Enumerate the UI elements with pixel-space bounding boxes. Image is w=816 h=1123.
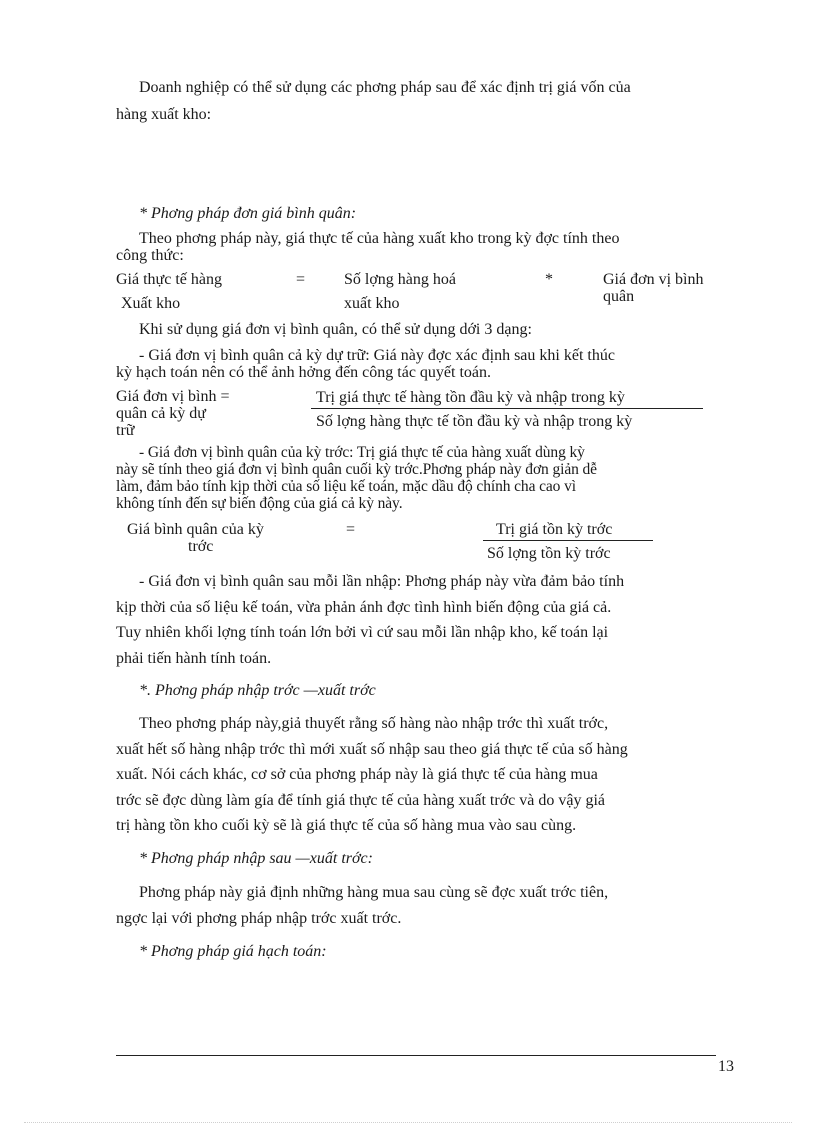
paragraph-line: Tuy nhiên khối lợng tính toán lớn bởi vì cứ sau mỗi lần nhập kho, kế toán lại <box>116 624 609 641</box>
formula-left-term: trữ <box>116 422 135 439</box>
paragraph-line: ngợc lại với phơng pháp nhập trớc xuất trớc. <box>116 910 402 927</box>
paragraph-line: này sẽ tính theo giá đơn vị bình quân cuối kỳ trớc.Phơng pháp này đơn giản dễ <box>116 461 597 478</box>
formula-numerator: Trị giá tồn kỳ trớc <box>496 521 613 538</box>
paragraph-line: trị hàng tồn kho cuối kỳ sẽ là giá thực tế của số hàng mua vào sau cùng. <box>116 817 577 834</box>
paragraph-line: trớc sẽ đợc dùng làm gía để tính giá thực tế của hàng xuất trớc và do vậy giá <box>116 792 606 809</box>
formula-middle-term: Số lợng hàng hoá <box>344 271 457 288</box>
paragraph-line: kịp thời của số liệu kế toán, vừa phản ánh đợc tình hình biến động của giá cả. <box>116 599 612 616</box>
formula-left-term: trớc <box>188 538 214 555</box>
paragraph-line: - Giá đơn vị bình quân sau mỗi lần nhập: Phơng pháp này vừa đảm bảo tính <box>139 573 625 590</box>
formula-middle-term: xuất kho <box>344 295 400 312</box>
paragraph-line: xuất hết số hàng nhập trớc thì mới xuất số nhập sau theo giá thực tế của số hàng <box>116 741 628 758</box>
formula-left-term: Xuất kho <box>121 295 181 312</box>
formula-left-term: Giá đơn vị bình = <box>116 388 230 405</box>
paragraph-line: không tính đến sự biến động của giá cả kỳ này. <box>116 495 403 512</box>
paragraph-line: - Giá đơn vị bình quân cả kỳ dự trữ: Giá này đợc xác định sau khi kết thúc <box>139 347 615 364</box>
formula-multiply-sign: * <box>545 271 553 288</box>
paragraph-line: công thức: <box>116 247 184 264</box>
paragraph-line: kỳ hạch toán nên có thể ảnh hởng đến công tác quyết toán. <box>116 364 492 381</box>
paragraph-line: - Giá đơn vị bình quân của kỳ trớc: Trị giá thực tế của hàng xuất dùng kỳ <box>139 444 585 461</box>
fraction-bar <box>483 540 653 541</box>
intro-line-1: Doanh nghiệp có thể sử dụng các phơng pháp sau để xác định trị giá vốn của <box>139 79 631 96</box>
formula-left-term: quân cả kỳ dự <box>116 405 206 422</box>
paragraph-line: làm, đảm bảo tính kịp thời của số liệu kế toán, mặc dầu độ chính cha cao vì <box>116 478 576 495</box>
section-heading-average-price: * Phơng pháp đơn giá bình quân: <box>139 205 357 222</box>
formula-equals-sign: = <box>346 521 356 538</box>
section-heading-lifo: * Phơng pháp nhập sau —xuất trớc: <box>139 850 373 867</box>
formula-equals-sign: = <box>296 271 306 288</box>
intro-line-2: hàng xuất kho: <box>116 106 212 123</box>
formula-left-term: Giá bình quân của kỳ <box>127 521 264 538</box>
section-heading-fifo: *. Phơng pháp nhập trớc —xuất trớc <box>139 682 376 699</box>
formula-right-term: Giá đơn vị bình <box>603 271 704 288</box>
paragraph-line: phải tiến hành tính toán. <box>116 650 272 667</box>
formula-numerator: Trị giá thực tế hàng tồn đầu kỳ và nhập trong kỳ <box>316 389 625 406</box>
formula-left-term: Giá thực tế hàng <box>116 271 222 288</box>
page-number: 13 <box>718 1058 734 1075</box>
footer-rule <box>116 1055 716 1056</box>
formula-denominator: Số lợng hàng thực tế tồn đầu kỳ và nhập trong kỳ <box>316 413 633 430</box>
paragraph-line: Phơng pháp này giả định những hàng mua sau cùng sẽ đợc xuất trớc tiên, <box>139 884 609 901</box>
paragraph-line: Theo phơng pháp này,giả thuyết rằng số hàng nào nhập trớc thì xuất trớc, <box>139 715 609 732</box>
formula-denominator: Số lợng tồn kỳ trớc <box>487 545 611 562</box>
paragraph-line: Theo phơng pháp này, giá thực tế của hàng xuất kho trong kỳ đợc tính theo <box>139 230 620 247</box>
paragraph-line: xuất. Nói cách khác, cơ sở của phơng pháp này là giá thực tế của hàng mua <box>116 766 598 783</box>
formula-right-term: quân <box>603 288 635 305</box>
section-heading-standard-cost: * Phơng pháp giá hạch toán: <box>139 943 327 960</box>
paragraph-line: Khi sử dụng giá đơn vị bình quân, có thể sử dụng dới 3 dạng: <box>139 321 532 338</box>
fraction-bar <box>311 408 703 409</box>
